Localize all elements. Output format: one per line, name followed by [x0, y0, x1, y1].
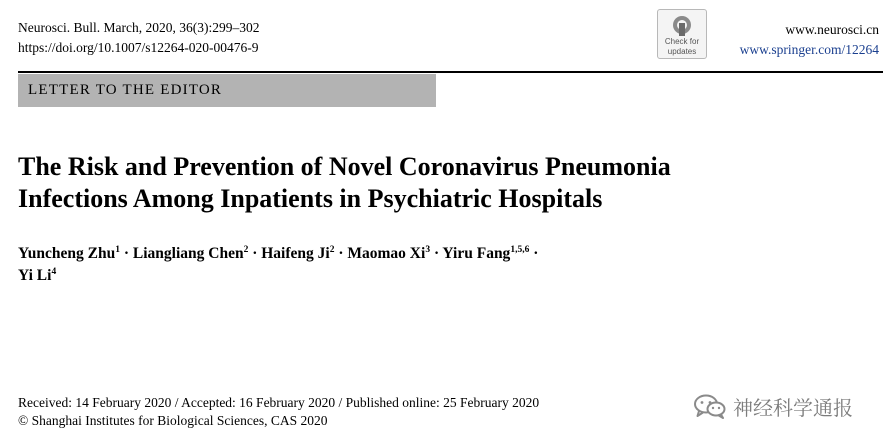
section-label: LETTER TO THE EDITOR [18, 74, 436, 107]
author-list [18, 243, 878, 287]
check-for-updates-badge[interactable] [657, 9, 707, 59]
springer-link[interactable]: www.springer.com/12264 [739, 42, 879, 57]
author-affiliation: 2 [329, 245, 335, 255]
author-separator: · [123, 245, 130, 262]
badge-line2: updates [667, 47, 697, 56]
author-line-1 [18, 243, 878, 265]
author-affiliation: 2 [243, 245, 249, 255]
badge-line1: Check for [664, 37, 700, 46]
author-name[interactable]: Liangliang Chen [132, 245, 244, 262]
author-name[interactable]: Yiru Fang [442, 245, 511, 262]
copyright-line: © Shanghai Institutes for Biological Sciences, CAS 2020 [18, 413, 328, 428]
title-line-2: Infections Among Inpatients in Psychiatric Hospitals [18, 184, 603, 213]
watermark-text: 神经科学通报 [733, 395, 853, 420]
author-separator: · [533, 245, 539, 262]
author-separator: · [252, 245, 258, 262]
doi-link[interactable]: https://doi.org/10.1007/s12264-020-00476-9 [18, 40, 259, 55]
journal-links [740, 20, 879, 60]
wechat-icon [693, 393, 727, 419]
title-line-1: The Risk and Prevention of Novel Coronavirus Pneumonia [18, 152, 671, 181]
journal-line: Neurosci. Bull. March, 2020, 36(3):299–302 [18, 20, 260, 35]
author-separator: · [433, 245, 440, 262]
website-link[interactable]: www.neurosci.cn [785, 22, 879, 37]
check-for-updates-icon [670, 14, 694, 36]
header-rule [18, 71, 883, 73]
article-dates [18, 394, 539, 430]
author-affiliation: 3 [425, 245, 431, 255]
article-title [18, 151, 878, 215]
author-affiliation: 1 [115, 245, 120, 255]
author-name[interactable]: Yi Li [18, 267, 52, 284]
author-line-2 [18, 265, 878, 287]
history-dates: Received: 14 February 2020 / Accepted: 16 February 2020 / Published online: 25 February 2020 [18, 395, 540, 410]
author-affiliation: 4 [51, 267, 57, 277]
author-name[interactable]: Yuncheng Zhu [18, 245, 116, 262]
author-affiliation: 1,5,6 [510, 245, 530, 255]
wechat-watermark [693, 392, 853, 420]
journal-citation [18, 18, 259, 58]
author-name[interactable]: Haifeng Ji [261, 245, 330, 262]
author-name[interactable]: Maomao Xi [347, 245, 426, 262]
author-separator: · [338, 245, 344, 262]
